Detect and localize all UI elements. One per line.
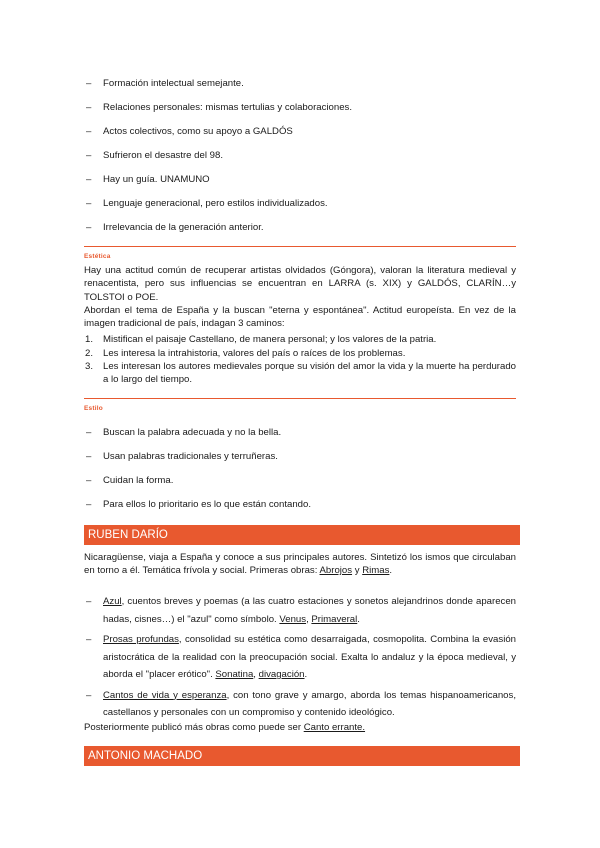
list-item: – Buscan la palabra adecuada y no la bella. [86,427,282,438]
list-item: – Irrelevancia de la generación anterior. [86,222,264,233]
section-label-estetica: Estética [84,253,111,260]
ruben-intro: Nicaragüense, viaja a España y conoce a sus principales autores. Sintetizó los ismos que circulaban en torno a él. Temática frívola y social. Primeras obras: Abrojos y Rimas. [84,552,516,577]
list-item: – Hay un guía. UNAMUNO [86,174,210,185]
dash: – [86,198,92,209]
section-rule [84,246,516,247]
list-item: – Cantos de vida y esperanza, con tono grave y amargo, aborda los temas hispanoamericanos, castellanos y personales con un compromiso y contenido ideológico. [84,687,516,722]
work-title: Canto errante. [303,722,366,733]
work-title: Cantos de vida y esperanza [103,689,227,701]
dash: – [86,78,92,89]
estetica-numbered-list [84,333,516,386]
list-item: 2. Les interesa la intrahistoria, valores del país o raíces de los problemas. [85,347,406,359]
ruben-outro: Posteriormente publicó más obras como puede ser Canto errante. [84,722,366,733]
list-item: – Cuidan la forma. [86,475,174,486]
work-title: Rimas [362,565,390,577]
list-item: – Relaciones personales: mismas tertulias y colaboraciones. [86,102,353,113]
work-title: Azul [103,596,122,607]
work-title: Abrojos [319,565,353,577]
dash: – [86,427,92,438]
list-item: – Actos colectivos, como su apoyo a GALDÓS [86,126,293,137]
list-item: – Sufrieron el desastre del 98. [86,150,223,161]
list-item: 1. Mistifican el paisaje Castellano, de manera personal; y los valores de la patria. [85,334,437,346]
dash: – [86,475,92,486]
dash: – [86,102,92,113]
heading-antonio-machado: ANTONIO MACHADO [84,746,520,766]
dash: – [86,222,92,233]
dash: – [86,451,92,462]
list-item: – Usan palabras tradicionales y terruñeras. [86,451,278,462]
estetica-paragraph-2: Abordan el tema de España y la buscan "eterna y espontánea". Actitud europeísta. En vez de la imagen tradicional de país, indagan 3 caminos: [84,304,516,330]
list-item: – Azul, cuentos breves y poemas (a las cuatro estaciones y sonetos alejandrinos donde aparecen hadas, cisnes…) el "azul" como símbolo. Venus, Primaveral. [84,593,516,628]
dash: – [86,174,92,185]
estetica-body [84,264,516,387]
list-item: – Prosas profundas, consolidad su estética como desarraigada, cosmopolita. Combina la evasión aristocrática de la realidad con la preocupación social. Exalta lo andaluz y la época medieval, y aborda el "placer erótico". Sonatina, divagación. [84,631,516,684]
ruben-works-list [84,593,516,722]
dash: – [86,126,92,137]
list-item: – Para ellos lo prioritario es lo que están contando. [86,499,311,510]
dash: – [86,689,92,701]
list-item: – Formación intelectual semejante. [86,78,244,89]
list-item: – Lenguaje generacional, pero estilos individualizados. [86,198,328,209]
dash: – [86,150,92,161]
work-title: Prosas profundas [103,634,179,645]
estetica-paragraph-1: Hay una actitud común de recuperar artistas olvidados (Góngora), valoran la literatura medieval y renacentista, pero sus influencias se encuentran en LARRA (s. XIX) y GALDÓS, CLARÍN…y TOLSTOI o POE. [84,265,516,303]
section-rule [84,398,516,399]
dash: – [86,634,92,645]
dash: – [86,596,92,607]
estilo-list [84,426,516,522]
dash: – [86,499,92,510]
heading-ruben-dario: RUBEN DARÍO [84,525,520,545]
generacion-list [84,77,516,245]
list-item: 3. Les interesan los autores medievales porque su visión del amor la vida y la muerte ha perdurado a lo largo del tiempo. [85,361,516,386]
section-label-estilo: Estilo [84,405,103,412]
